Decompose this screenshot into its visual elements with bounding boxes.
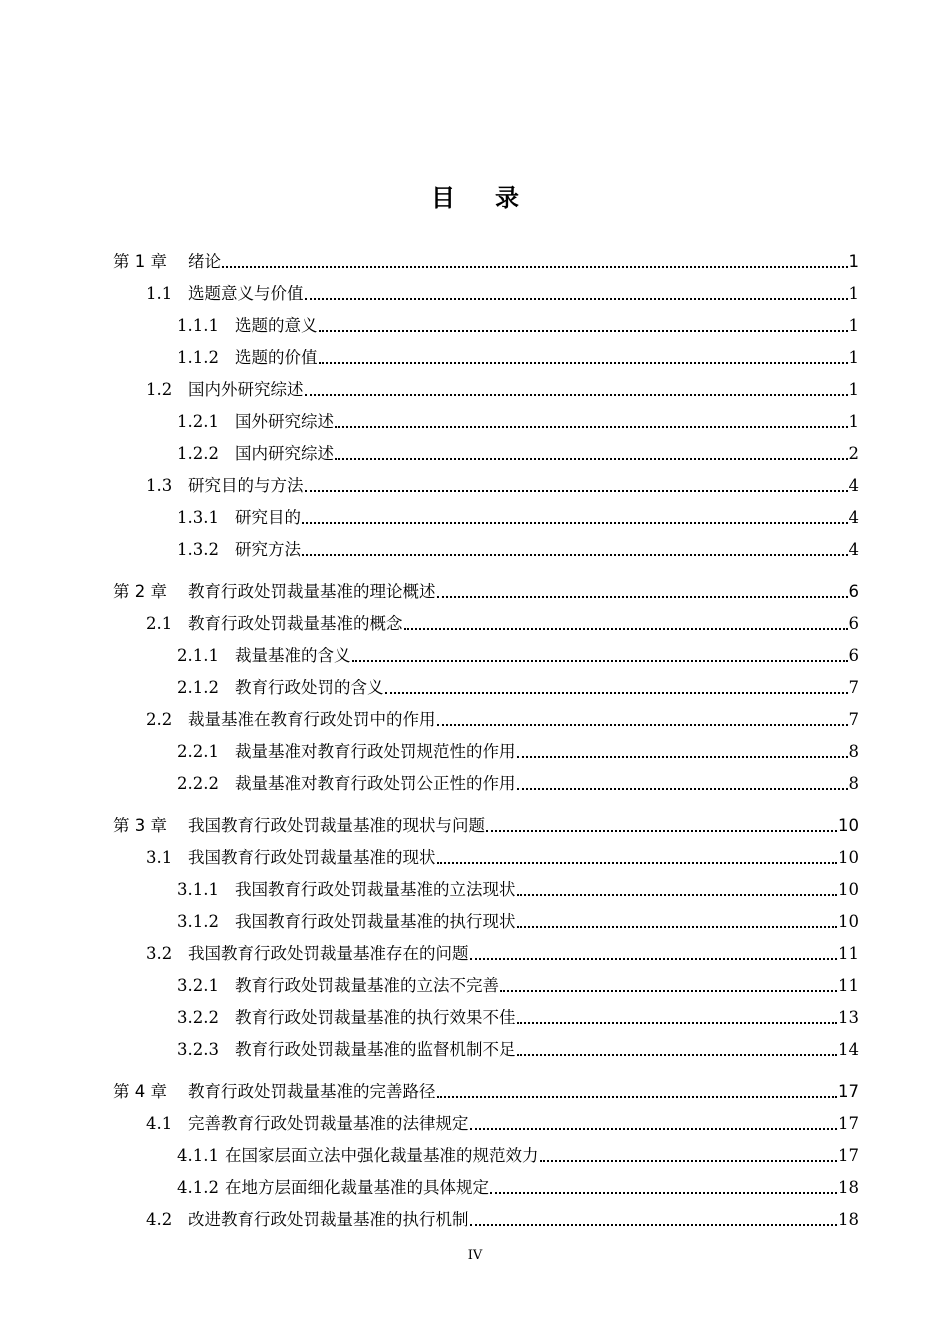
toc-entry-page: 7 [848,710,859,729]
toc-entry-title: 在国家层面立法中强化裁量基准的规范效力 [225,1146,539,1165]
toc-entry-number: 第 4 章 [113,1082,167,1101]
toc-entry-title: 我国教育行政处罚裁量基准的立法现状 [235,880,516,899]
toc-entry-number: 第 3 章 [113,816,167,835]
toc-entry-page: 8 [848,742,859,761]
toc-entry-page: 10 [838,880,859,899]
toc-leader-dots [319,330,848,332]
toc-entry-number: 4.1.2 [177,1178,219,1197]
toc-entry-title: 裁量基准对教育行政处罚公正性的作用 [235,774,516,793]
toc-entry[interactable] [113,1080,859,1104]
toc-entry-page: 2 [848,444,859,463]
toc-entry-page: 7 [848,678,859,697]
toc-entry[interactable] [146,378,859,402]
toc-leader-dots [517,926,838,928]
toc-entry-page: 10 [838,912,859,931]
toc-entry[interactable] [177,910,859,934]
toc-entry-title: 教育行政处罚裁量基准的概念 [188,614,403,633]
toc-entry-title: 完善教育行政处罚裁量基准的法律规定 [188,1114,469,1133]
toc-entry[interactable] [177,644,859,668]
toc-entry[interactable] [113,580,859,604]
toc-entry-number: 1.3 [146,476,173,495]
toc-leader-dots [437,1096,838,1098]
toc-entry-title: 我国教育行政处罚裁量基准的执行现状 [235,912,516,931]
toc-entry-number: 1.1.1 [177,316,219,335]
toc-entry-page: 4 [848,508,859,527]
toc-entry[interactable] [177,442,859,466]
toc-entry-page: 6 [848,614,859,633]
toc-entry[interactable] [177,1006,859,1030]
toc-entry-title: 教育行政处罚裁量基准的理论概述 [188,582,436,601]
toc-entry[interactable] [177,1038,859,1062]
toc-leader-dots [437,724,848,726]
toc-entry-page: 17 [838,1146,859,1165]
toc-entry-number: 第 2 章 [113,582,167,601]
toc-leader-dots [486,830,837,832]
toc-entry-page: 10 [838,848,859,867]
toc-entry-number: 1.2 [146,380,173,399]
toc-entry-title: 国内研究综述 [235,444,334,463]
toc-entry-number: 1.2.2 [177,444,219,463]
toc-leader-dots [352,660,848,662]
toc-leader-dots [319,362,848,364]
toc-entry-number: 4.2 [146,1210,173,1229]
toc-entry-title: 国外研究综述 [235,412,334,431]
toc-entry-title: 选题意义与价值 [188,284,304,303]
toc-entry[interactable] [146,612,859,636]
toc-entry-page: 1 [848,348,859,367]
toc-leader-dots [404,628,848,630]
toc-entry-number: 3.1.2 [177,912,219,931]
toc-entry-number: 2.1 [146,614,173,633]
toc-entry-page: 11 [838,976,859,995]
toc-entry[interactable] [177,1144,859,1168]
toc-entry-number: 3.2.2 [177,1008,219,1027]
toc-entry-number: 1.3.1 [177,508,219,527]
toc-entry[interactable] [177,740,859,764]
toc-entry-page: 1 [848,380,859,399]
toc-entry-page: 1 [848,284,859,303]
toc-leader-dots [385,692,848,694]
toc-entry-title: 在地方层面细化裁量基准的具体规定 [225,1178,489,1197]
toc-entry-number: 3.1.1 [177,880,219,899]
toc-entry-page: 18 [838,1178,859,1197]
toc-leader-dots [517,756,848,758]
toc-entry-number: 1.3.2 [177,540,219,559]
toc-leader-dots [437,862,838,864]
toc-entry-number: 4.1 [146,1114,173,1133]
toc-leader-dots [305,298,848,300]
toc-leader-dots [437,596,848,598]
toc-entry-number: 2.2 [146,710,173,729]
toc-entry-title: 教育行政处罚裁量基准的完善路径 [188,1082,436,1101]
toc-entry[interactable] [177,1176,859,1200]
toc-entry[interactable] [177,410,859,434]
toc-entry-number: 3.1 [146,848,173,867]
toc-entry-title: 教育行政处罚裁量基准的立法不完善 [235,976,499,995]
toc-entry[interactable] [146,1208,859,1232]
toc-entry-title: 教育行政处罚裁量基准的监督机制不足 [235,1040,516,1059]
toc-leader-dots [470,1224,838,1226]
toc-leader-dots [470,1128,838,1130]
toc-leader-dots [500,990,837,992]
toc-entry-number: 1.2.1 [177,412,219,431]
toc-leader-dots [302,522,848,524]
toc-entry-title: 裁量基准在教育行政处罚中的作用 [188,710,436,729]
toc-entry-page: 1 [848,252,859,271]
toc-entry[interactable] [113,250,859,274]
toc-entry-number: 2.2.1 [177,742,219,761]
toc-entry-number: 3.2 [146,944,173,963]
toc-leader-dots [517,894,838,896]
toc-entry-page: 6 [848,582,859,601]
toc-entry[interactable] [177,676,859,700]
toc-entry-title: 教育行政处罚的含义 [235,678,384,697]
toc-entry-title: 我国教育行政处罚裁量基准存在的问题 [188,944,469,963]
toc-entry[interactable] [146,708,859,732]
toc-entry[interactable] [177,506,859,530]
toc-entry-number: 1.1.2 [177,348,219,367]
toc-entry-title: 我国教育行政处罚裁量基准的现状 [188,848,436,867]
toc-entry-title: 裁量基准的含义 [235,646,351,665]
toc-entry-title: 裁量基准对教育行政处罚规范性的作用 [235,742,516,761]
toc-entry[interactable] [146,282,859,306]
toc-entry-number: 4.1.1 [177,1146,219,1165]
toc-entry-number: 2.1.2 [177,678,219,697]
toc-entry[interactable] [113,814,859,838]
toc-entry-number: 3.2.1 [177,976,219,995]
toc-leader-dots [517,788,848,790]
toc-leader-dots [302,554,848,556]
toc-entry[interactable] [146,1112,859,1136]
toc-entry-page: 8 [848,774,859,793]
toc-entry-number: 2.2.2 [177,774,219,793]
toc-entry[interactable] [146,846,859,870]
toc-entry-page: 10 [838,816,859,835]
toc-entry-title: 选题的意义 [235,316,318,335]
toc-entry-title: 国内外研究综述 [188,380,304,399]
toc-leader-dots [335,426,848,428]
toc-entry-page: 13 [838,1008,859,1027]
toc-leader-dots [305,490,848,492]
toc-entry[interactable] [177,346,859,370]
toc-entry-page: 17 [838,1114,859,1133]
page-title: 目录 [431,184,559,212]
toc-entry-title: 研究方法 [235,540,301,559]
toc-entry-title: 研究目的 [235,508,301,527]
toc-leader-dots [517,1054,838,1056]
toc-entry-number: 3.2.3 [177,1040,219,1059]
toc-entry-page: 11 [838,944,859,963]
toc-entry[interactable] [177,538,859,562]
toc-entry-page: 6 [848,646,859,665]
toc-entry[interactable] [177,772,859,796]
toc-leader-dots [305,394,848,396]
toc-leader-dots [470,958,838,960]
toc-entry-title: 我国教育行政处罚裁量基准的现状与问题 [188,816,485,835]
toc-leader-dots [335,458,848,460]
toc-leader-dots [517,1022,838,1024]
toc-entry-title: 改进教育行政处罚裁量基准的执行机制 [188,1210,469,1229]
toc-entry-number: 第 1 章 [113,252,167,271]
toc-entry-number: 2.1.1 [177,646,219,665]
toc-entry[interactable] [177,974,859,998]
page-number: IV [467,1248,483,1263]
toc-entry-page: 1 [848,412,859,431]
toc-entry[interactable] [177,878,859,902]
toc-entry-title: 教育行政处罚裁量基准的执行效果不佳 [235,1008,516,1027]
toc-entry-page: 4 [848,540,859,559]
toc-entry-page: 4 [848,476,859,495]
toc-entry[interactable] [146,942,859,966]
toc-entry-page: 1 [848,316,859,335]
toc-entry-title: 研究目的与方法 [188,476,304,495]
toc-entry-number: 1.1 [146,284,173,303]
toc-entry-title: 绪论 [188,252,221,271]
toc-entry-page: 14 [838,1040,859,1059]
toc-leader-dots [540,1160,838,1162]
toc-entry-page: 18 [838,1210,859,1229]
toc-entry[interactable] [177,314,859,338]
toc-entry-title: 选题的价值 [235,348,318,367]
toc-entry-page: 17 [838,1082,859,1101]
toc-leader-dots [490,1192,837,1194]
toc-entry[interactable] [146,474,859,498]
toc-leader-dots [222,266,848,268]
